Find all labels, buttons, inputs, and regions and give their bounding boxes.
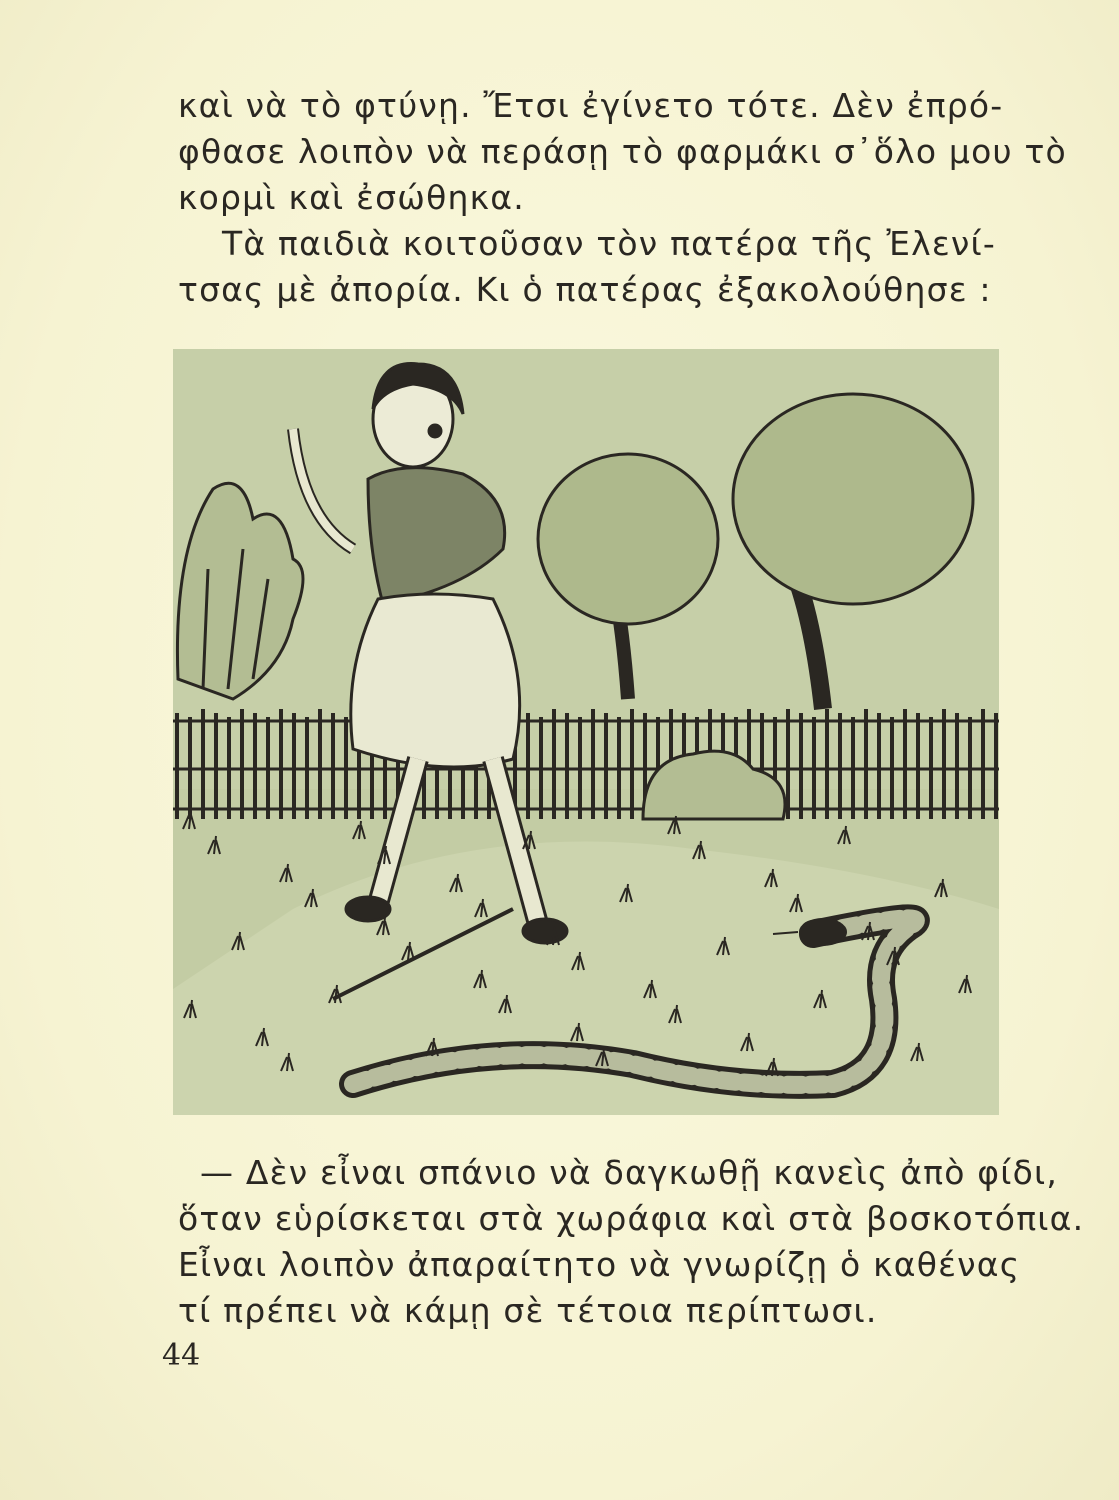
text-line: τσας μὲ ἀπορία. Κι ὁ πατέρας ἐξακολούθησε :: [178, 270, 992, 309]
illustration-girl-and-snake: [173, 349, 999, 1115]
text-line: τί πρέπει νὰ κάμῃ σὲ τέτοια περίπτωσι.: [178, 1291, 878, 1330]
text-line: Τὰ παιδιὰ κοιτοῦσαν τὸν πατέρα τῆς Ἐλενί-: [222, 224, 997, 263]
page-number: 44: [162, 1338, 201, 1373]
text-line: φθασε λοιπὸν νὰ περάσῃ τὸ φαρμάκι σ᾽ὅλο μου τὸ: [178, 132, 1067, 171]
tree-right: [733, 394, 973, 709]
tree-middle: [538, 454, 718, 699]
text-line: κορμὶ καὶ ἐσώθηκα.: [178, 178, 525, 217]
bottom-paragraph: [178, 1150, 1085, 1334]
text-line: Εἶναι λοιπὸν ἀπαραίτητο νὰ γνωρίζῃ ὁ καθένας: [178, 1245, 1021, 1284]
text-line: καὶ νὰ τὸ φτύνῃ. Ἔτσι ἐγίνετο τότε. Δὲν ἐπρό-: [178, 86, 1004, 125]
illustration-drawing: [173, 349, 999, 1115]
text-line: ὅταν εὑρίσκεται στὰ χωράφια καὶ στὰ βοσκοτόπια.: [178, 1199, 1085, 1238]
left-bush: [177, 483, 303, 699]
top-paragraph: [178, 83, 1067, 313]
text-line: — Δὲν εἶναι σπάνιο νὰ δαγκωθῇ κανεὶς ἀπὸ φίδι,: [200, 1153, 1059, 1192]
